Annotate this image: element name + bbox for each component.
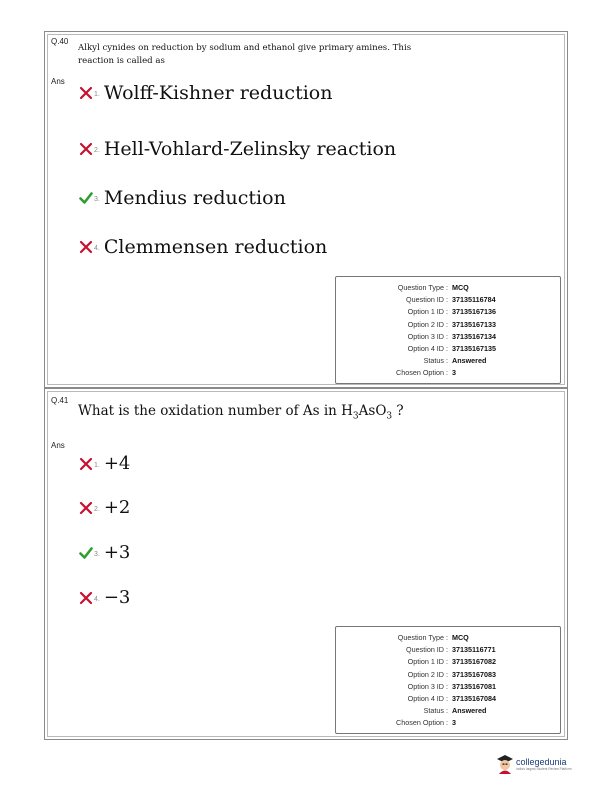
option-number: 4. bbox=[94, 245, 100, 252]
info-row: Chosen Option : 3 bbox=[396, 368, 456, 378]
info-row: Option 2 ID : 37135167133 bbox=[407, 319, 496, 329]
question-number: Q.41 bbox=[51, 396, 69, 405]
check-icon bbox=[79, 191, 93, 205]
info-row: Question Type : MCQ bbox=[397, 633, 469, 642]
option-4 bbox=[79, 587, 130, 608]
info-row: Question Type : MCQ bbox=[397, 283, 469, 292]
graduate-avatar-icon bbox=[496, 754, 514, 774]
option-text: Mendius reduction bbox=[103, 187, 286, 209]
option-text: −3 bbox=[103, 587, 131, 608]
cross-icon bbox=[79, 591, 93, 605]
option-2 bbox=[79, 497, 130, 518]
option-text: +2 bbox=[103, 497, 131, 518]
option-number: 3. bbox=[94, 196, 100, 203]
info-row: Option 3 ID : 37135167134 bbox=[407, 331, 496, 341]
info-row: Option 2 ID : 37135167083 bbox=[407, 669, 496, 679]
option-text: +4 bbox=[103, 453, 131, 474]
option-number: 3. bbox=[94, 550, 100, 558]
collegedunia-logo bbox=[496, 754, 572, 774]
option-text: +3 bbox=[103, 542, 131, 563]
cross-icon bbox=[79, 457, 93, 471]
option-4 bbox=[79, 236, 327, 258]
cross-icon bbox=[79, 240, 93, 254]
cross-icon bbox=[79, 501, 93, 515]
info-row: Option 4 ID : 37135167135 bbox=[407, 344, 496, 354]
info-row: Question ID : 37135116784 bbox=[406, 295, 496, 305]
info-row: Status : Answered bbox=[423, 706, 487, 716]
info-row: Status : Answered bbox=[423, 356, 487, 366]
cross-icon bbox=[79, 142, 93, 156]
question-info-box bbox=[335, 626, 561, 734]
question-text bbox=[78, 42, 411, 68]
question-text-line-1: Alkyl cynides on reduction by sodium and ethanol give primary amines. This bbox=[78, 43, 412, 53]
answer-label: Ans bbox=[51, 441, 65, 450]
question-text-line-2: reaction is called as bbox=[78, 56, 165, 66]
option-text: Wolff-Kishner reduction bbox=[103, 82, 333, 104]
option-3 bbox=[79, 542, 130, 563]
answer-label: Ans bbox=[51, 77, 65, 86]
option-number: 4. bbox=[94, 595, 100, 603]
option-3 bbox=[79, 187, 286, 209]
cross-icon bbox=[79, 86, 93, 100]
question-info-box bbox=[335, 276, 561, 384]
option-text: Hell-Vohlard-Zelinsky reaction bbox=[103, 138, 397, 160]
option-number: 1. bbox=[94, 461, 100, 469]
option-2 bbox=[79, 138, 396, 160]
option-number: 1. bbox=[94, 91, 100, 98]
info-row: Option 4 ID : 37135167084 bbox=[407, 694, 496, 704]
check-icon bbox=[79, 546, 93, 560]
option-1 bbox=[79, 82, 332, 104]
info-row: Question ID : 37135116771 bbox=[406, 645, 496, 655]
question-text: What is the oxidation number of As in $H_3AsO_3$ ? bbox=[78, 403, 404, 422]
option-text: Clemmensen reduction bbox=[103, 236, 328, 258]
option-number: 2. bbox=[94, 505, 100, 513]
option-1 bbox=[79, 453, 130, 474]
info-row: Option 3 ID : 37135167081 bbox=[407, 681, 496, 691]
info-row: Chosen Option : 3 bbox=[396, 718, 456, 728]
option-number: 2. bbox=[94, 147, 100, 154]
question-number: Q.40 bbox=[51, 37, 69, 46]
question-41-panel bbox=[44, 388, 568, 740]
logo-brand: collegedunia bbox=[516, 757, 567, 767]
info-row: Option 1 ID : 37135167136 bbox=[407, 307, 496, 317]
question-40-panel bbox=[44, 31, 568, 388]
logo-tagline: India's largest Student Review Platform bbox=[516, 767, 572, 771]
info-row: Option 1 ID : 37135167082 bbox=[407, 657, 496, 667]
